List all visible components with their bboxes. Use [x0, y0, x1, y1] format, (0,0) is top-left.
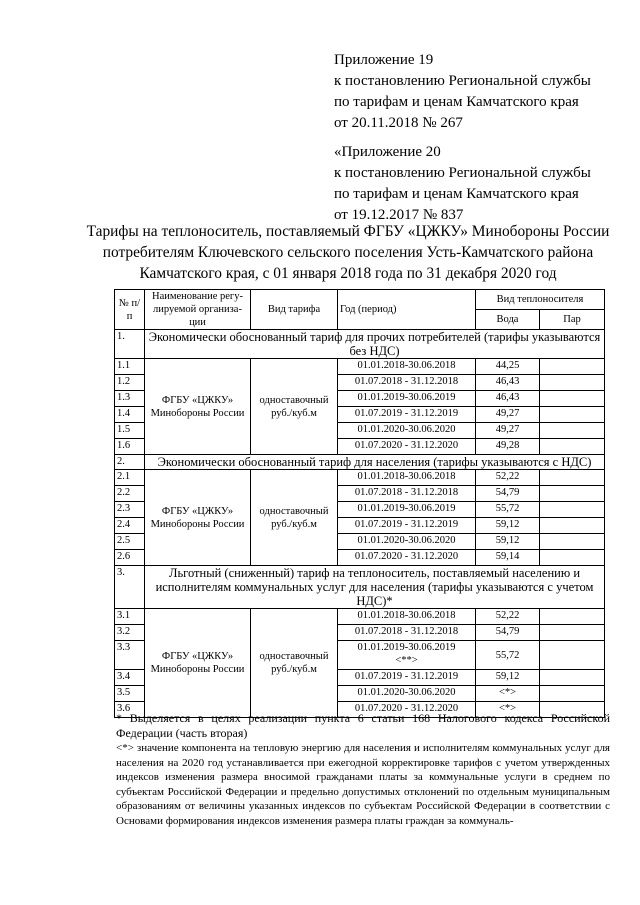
water-value: 54,79	[476, 625, 540, 641]
water-value: 59,14	[476, 550, 540, 566]
row-number: 2.5	[115, 534, 145, 550]
row-number: 2.4	[115, 518, 145, 534]
section-row	[115, 330, 605, 359]
period-text: 01.07.2019 - 31.12.2019	[354, 671, 459, 682]
row-number: 2.2	[115, 486, 145, 502]
period-cell	[338, 550, 476, 566]
header-line: к постановлению Региональной службы	[334, 73, 591, 89]
row-number: 1.6	[115, 439, 145, 455]
section-title: Экономически обоснованный тариф для населения (тарифы указываются с НДС)	[145, 455, 605, 470]
tariff-type: одноставочный руб./куб.м	[251, 359, 338, 455]
table-row	[115, 359, 605, 375]
footnote-vat: * Выделяется в целях реализации пункта 6 статьи 168 Налогового кодекса Российской Федерации (часть вторая)	[116, 711, 610, 740]
document-title	[85, 221, 611, 284]
col-header-period: Год (период)	[338, 290, 476, 330]
period-text: 01.07.2020 - 31.12.2020	[354, 703, 459, 714]
col-header-water: Вода	[476, 310, 540, 330]
period-text: 01.07.2018 - 31.12.2018	[354, 487, 459, 498]
water-value: 46,43	[476, 391, 540, 407]
period-cell	[338, 407, 476, 423]
period-cell	[338, 534, 476, 550]
section-title: Экономически обоснованный тариф для прочих потребителей (тарифы указываются без НДС)	[145, 330, 605, 359]
header-line: по тарифам и ценам Камчатского края	[334, 186, 579, 202]
section-number: 3.	[115, 566, 145, 609]
row-number: 3.5	[115, 686, 145, 702]
period-note: <**>	[395, 655, 418, 666]
water-value: 55,72	[476, 641, 540, 670]
steam-value	[540, 470, 605, 486]
period-text: 01.01.2019-30.06.2019	[357, 503, 456, 514]
period-cell	[338, 686, 476, 702]
row-number: 2.6	[115, 550, 145, 566]
period-text: 01.01.2018-30.06.2018	[357, 610, 456, 621]
section-number: 2.	[115, 455, 145, 470]
row-number: 1.1	[115, 359, 145, 375]
water-value: 54,79	[476, 486, 540, 502]
period-text: 01.01.2020-30.06.2020	[357, 535, 456, 546]
section-row	[115, 566, 605, 609]
period-cell	[338, 670, 476, 686]
row-number: 1.2	[115, 375, 145, 391]
steam-value	[540, 439, 605, 455]
water-value: <*>	[476, 686, 540, 702]
row-number: 3.2	[115, 625, 145, 641]
steam-value	[540, 502, 605, 518]
section-title: Льготный (сниженный) тариф на теплоноситель, поставляемый населению и исполнителям коммунальных услуг для населения (тарифы указываются с учетом НДС)*	[145, 566, 605, 609]
period-cell	[338, 391, 476, 407]
period-text: 01.01.2020-30.06.2020	[357, 687, 456, 698]
water-value: 49,27	[476, 423, 540, 439]
table-row	[115, 470, 605, 486]
period-text: 01.07.2020 - 31.12.2020	[354, 551, 459, 562]
row-number: 3.3	[115, 641, 145, 670]
col-header-tariff-type: Вид тарифа	[251, 290, 338, 330]
water-value: 52,22	[476, 470, 540, 486]
header-line: по тарифам и ценам Камчатского края	[334, 94, 579, 110]
water-value: 44,25	[476, 359, 540, 375]
period-cell	[338, 641, 476, 670]
steam-value	[540, 423, 605, 439]
period-cell	[338, 375, 476, 391]
row-number: 1.5	[115, 423, 145, 439]
header-line: от 19.12.2017 № 837	[334, 207, 464, 223]
row-number: 3.4	[115, 670, 145, 686]
period-text: 01.07.2019 - 31.12.2019	[354, 519, 459, 530]
water-value: 52,22	[476, 609, 540, 625]
header-line: к постановлению Региональной службы	[334, 165, 591, 181]
period-cell	[338, 518, 476, 534]
period-cell	[338, 486, 476, 502]
period-text: 01.07.2020 - 31.12.2020	[354, 440, 459, 451]
water-value: 49,27	[476, 407, 540, 423]
header-line: «Приложение 20	[334, 144, 441, 160]
col-header-number: № п/п	[115, 290, 145, 330]
steam-value	[540, 534, 605, 550]
table-row	[115, 609, 605, 625]
organization-name: ФГБУ «ЦЖКУ» Минобороны России	[145, 470, 251, 566]
appendix-19-header	[334, 50, 634, 134]
period-text: 01.01.2019-30.06.2019	[357, 392, 456, 403]
title-line: потребителям Ключевского сельского поселения Усть-Камчатского района	[102, 244, 594, 261]
row-number: 2.3	[115, 502, 145, 518]
period-cell	[338, 609, 476, 625]
water-value: <*>	[476, 702, 540, 718]
section-number: 1.	[115, 330, 145, 359]
steam-value	[540, 641, 605, 670]
period-cell	[338, 423, 476, 439]
steam-value	[540, 391, 605, 407]
period-text: 01.01.2018-30.06.2018	[357, 360, 456, 371]
footnotes	[116, 711, 610, 829]
period-cell	[338, 625, 476, 641]
water-value: 49,28	[476, 439, 540, 455]
tariff-table	[114, 289, 605, 718]
period-text: 01.01.2018-30.06.2018	[357, 471, 456, 482]
water-value: 59,12	[476, 670, 540, 686]
water-value: 46,43	[476, 375, 540, 391]
row-number: 1.3	[115, 391, 145, 407]
title-line: Камчатского края, с 01 января 2018 года по 31 декабря 2020 год	[139, 265, 557, 282]
appendix-20-header	[334, 142, 634, 226]
footnote-2020-component: <*> значение компонента на тепловую энергию для населения и исполнителям коммунальных услуг для населения на 2020 год устанавливается при ежегодной корректировке тарифов с учетом утвержденных индексов изменения размера вносимой гражданами платы за коммунальные услуги в среднем по субъектам Российской Федерации и предельно допустимых отклонений по отдельным муниципальным образованиям от величины указанных индексов по субъектам Российской Федерации в соответствии с Основами формирования индексов изменения размера платы граждан за коммуналь-	[116, 742, 610, 827]
header-line: от 20.11.2018 № 267	[334, 115, 463, 131]
steam-value	[540, 375, 605, 391]
steam-value	[540, 486, 605, 502]
tariff-type: одноставочный руб./куб.м	[251, 470, 338, 566]
period-text: 01.07.2019 - 31.12.2019	[354, 408, 459, 419]
period-text: 01.07.2018 - 31.12.2018	[354, 626, 459, 637]
section-row	[115, 455, 605, 470]
period-cell	[338, 359, 476, 375]
row-number: 3.1	[115, 609, 145, 625]
row-number: 3.6	[115, 702, 145, 718]
period-cell	[338, 502, 476, 518]
row-number: 1.4	[115, 407, 145, 423]
steam-value	[540, 609, 605, 625]
steam-value	[540, 686, 605, 702]
period-cell	[338, 439, 476, 455]
col-header-organization: Наименование регу-лируемой организа-ции	[145, 290, 251, 330]
period-text: 01.01.2020-30.06.2020	[357, 424, 456, 435]
period-cell	[338, 470, 476, 486]
steam-value	[540, 550, 605, 566]
steam-value	[540, 359, 605, 375]
organization-name: ФГБУ «ЦЖКУ» Минобороны России	[145, 359, 251, 455]
tariff-type: одноставочный руб./куб.м	[251, 609, 338, 718]
period-text: 01.07.2018 - 31.12.2018	[354, 376, 459, 387]
row-number: 2.1	[115, 470, 145, 486]
col-header-heat-carrier: Вид теплоносителя	[476, 290, 605, 310]
organization-name: ФГБУ «ЦЖКУ» Минобороны России	[145, 609, 251, 718]
water-value: 59,12	[476, 518, 540, 534]
steam-value	[540, 670, 605, 686]
header-line: Приложение 19	[334, 52, 434, 68]
steam-value	[540, 518, 605, 534]
water-value: 59,12	[476, 534, 540, 550]
steam-value	[540, 625, 605, 641]
period-text: 01.01.2019-30.06.2019	[357, 642, 456, 653]
steam-value	[540, 407, 605, 423]
title-line: Тарифы на теплоноситель, поставляемый ФГБУ «ЦЖКУ» Минобороны России	[86, 223, 610, 240]
water-value: 55,72	[476, 502, 540, 518]
col-header-steam: Пар	[540, 310, 605, 330]
